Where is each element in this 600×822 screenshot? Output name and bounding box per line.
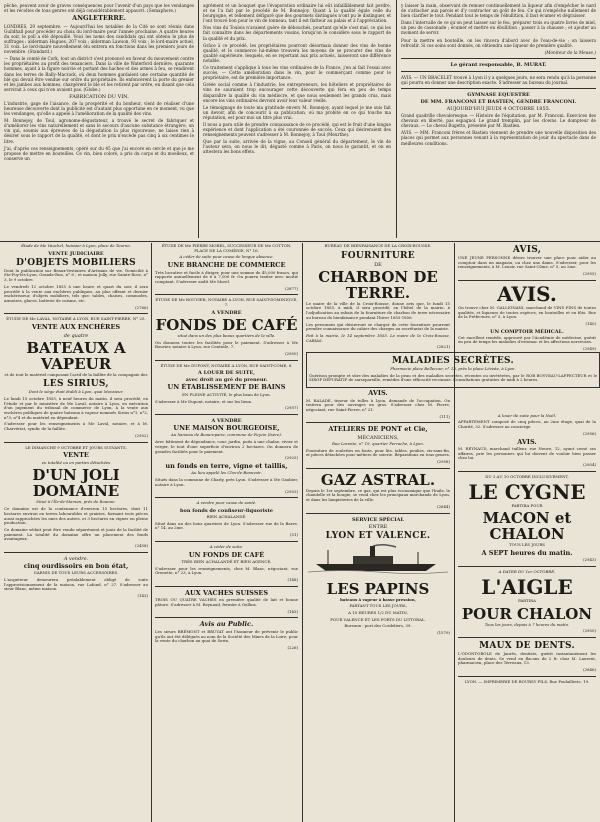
ad-title: FOURNITURE bbox=[341, 250, 415, 261]
gymnase-subtitle: DE MM. FRANCONI ET BASTIEN, GENDRE FRANCONI. bbox=[420, 99, 577, 106]
top-middle-column bbox=[203, 3, 391, 239]
ad-title: D'UN JOLI DOMAINE bbox=[32, 466, 120, 501]
divider bbox=[155, 414, 298, 415]
ad-reference: (2943) bbox=[583, 557, 596, 563]
column-rule bbox=[151, 243, 152, 822]
ad-title: LYON ET VALENCE. bbox=[325, 530, 431, 541]
ad-reference: (2925) bbox=[285, 455, 298, 461]
divider bbox=[4, 313, 148, 314]
ad-title: LES PAPINS bbox=[326, 579, 430, 598]
ad-reference: (143) bbox=[287, 608, 298, 614]
etude-header: ÉTUDE DE Me DUPONT, NOTAIRE A LYON, RUE SAINT-COME, 8. bbox=[160, 362, 293, 368]
divider bbox=[155, 294, 298, 295]
gymnase-date: AUJOURD'HUI JEUDI 4 OCTOBRE 1855. bbox=[446, 106, 551, 113]
ad-paragraph: Guérison prompte et sûre des maladies de la peau et des maladies secrètes, récentes ou invétérées, par le ROB BOYVEAU-LAFFECTEUR et le SIROP DÉPURATIF de sarsepareille, remèdes d'une efficacité reconnue. Consultations gratuites de midi à 2 heures. bbox=[309, 372, 597, 383]
ad-title: ATELIERS DE PONT et Cie, bbox=[328, 425, 428, 434]
etude-header: ÉTUDE DE Me LAVAL, NOTAIRE A LYON, RUE SAINT-PIERRE, N° 25. bbox=[6, 316, 146, 322]
ad-title: MAUX DE DENTS. bbox=[479, 640, 575, 651]
column-rule bbox=[198, 0, 199, 238]
section-title: FABRICATION DU VIN. bbox=[69, 93, 129, 100]
gymnase-title: GYMNASE EQUESTRE bbox=[467, 92, 530, 99]
divider bbox=[4, 442, 148, 443]
ad-paragraph: On trouve chez M. GALLIGNANI, marchand de VINS FINS de toutes qualités, et liqueurs de toutes espèces, en bouteilles et en fûts. Rue de la Préfecture, n° 5, à Lyon. bbox=[458, 304, 596, 320]
ad-paragraph: TROIS OU QUATRE VACHES en première qualité de lait et bonne pâture. S'adresser à M. Reynaud, fermier à Oullins. bbox=[155, 597, 298, 608]
ad-subheading: POUR VALENCE ET LES PORTS DU LITTORAL. bbox=[330, 616, 426, 622]
ad-paragraph: S'adresser pour les renseignements à Me Laval, notaire, et à M. Charvériat, syndic de la faillite. bbox=[4, 421, 148, 432]
ad-reference: (2958) bbox=[437, 459, 450, 465]
ad-subheading: TOUS LES JOURS bbox=[509, 542, 545, 548]
ad-reference: (2954) bbox=[583, 462, 596, 468]
ad-title: BATEAUX A VAPEUR bbox=[26, 338, 126, 373]
ad-date: A DATER DU 1er OCTOBRE, bbox=[498, 569, 556, 575]
ad-paragraph: L'ODONTOBOLE de Jaurès, dentiste, guérit instantanément les douleurs de dents. Se vend en flacons de 2 fr. chez M. Laurent, pharmacien, place des Terreaux, 13. bbox=[458, 650, 596, 666]
ads-column-4 bbox=[458, 244, 596, 820]
ad-reference: (2952) bbox=[135, 432, 148, 438]
ad-paragraph: Ce domaine séduit peut être vendu séparément et jouir de la facilité de paiement. La totalité du domaine offre un placement des fonds avantageux. bbox=[4, 526, 148, 542]
ad-paragraph: Avec bâtiment de dépendance, cour, jardin, puits à une chaîne, vivier et verger, le tout d'une superficie d'environ 2 hectares. On donnera de grandes facilités pour le paiement. bbox=[155, 439, 298, 454]
article-paragraph: pêche, peuvent avoir de graves conséquences pour l'avenir d'un pays que les vendanges et les récoltes de tous genres ont déjà considérablement appauvri. (Semaphore.) bbox=[4, 3, 194, 14]
ad-paragraph: M. REYNAUD, marchand tailleur, rue Neuve, 12, ayant cessé ses affaires, prie les personnes qui lui doivent de vouloir bien passer chez lui. bbox=[458, 446, 596, 461]
ad-heading: SERVICE SPÉCIAL bbox=[351, 516, 405, 523]
ad-heading: UN COMPTOIR MÉDICAL. bbox=[490, 328, 564, 335]
column-rule bbox=[396, 0, 397, 238]
ad-subheading: Pharmacie place Bellecour, n° 13, près la place Léviste, à Lyon. bbox=[390, 366, 516, 372]
ad-subheading: Au hameau de Beaurepaire, commune de Feyzin (Isère). bbox=[170, 432, 283, 438]
ad-subheading: en totalité ou en parties détachées bbox=[41, 459, 111, 465]
ad-title: UNE BRANCHE DE COMMERCE bbox=[167, 261, 286, 270]
ad-title: D'OBJETS MOBILIERS bbox=[16, 257, 136, 268]
ads-column-1 bbox=[4, 244, 148, 820]
ad-title: cinq ourdissoirs en bon état, bbox=[23, 561, 129, 570]
ad-title: bon fonds de confiseur-liquoriste bbox=[180, 507, 273, 514]
ad-subheading: GARNIS DE TOUS LEURS ACCESSOIRES. bbox=[33, 570, 119, 576]
ad-heading: VENTE AUX ENCHÈRES bbox=[31, 323, 121, 332]
ad-paragraph: Situés dans la commune de Charly, près Lyon. S'adresser à Me Gaubier, notaire à Lyon. bbox=[155, 477, 298, 487]
ad-paragraph: Depuis le 1er septembre, ce gaz, qui est plus économique que l'huile, la chandelle et la bougie, se vend chez les principaux marchands de Lyon, et dans les lampisteries de la ville. bbox=[306, 487, 450, 503]
ad-paragraph: Les personnes qui désireront se charger de cette fourniture pourront prendre connaissance du cahier des charges au secrétariat de la mairie. bbox=[306, 321, 450, 332]
ad-subheading: A 10 HEURES 1/2 DU MATIN, bbox=[348, 609, 408, 615]
ad-paragraph: Le vendredi 12 octobre 1855 à une heure et quart du soir, il sera procédé à la vente aux enchères publiques, au plus offrant et dernier enchérisseur, d'objets mobiliers, tels que: tables, chaises, commodes, armoires, glaces, batterie de cuisine, etc. bbox=[4, 283, 148, 303]
article-paragraph: Que par la suite, arrivée de la vigne, au Conseil général du département, le vin de l'auteur sera, on nous le dit, dégusté comme à Paris, on nous le garantit, et on en attestera les bons effets. bbox=[203, 139, 391, 155]
ad-title: CHARBON DE TERRE. bbox=[318, 267, 438, 302]
ads-column-2 bbox=[155, 244, 298, 820]
ad-subheading: MÉCANICIENS, bbox=[357, 434, 399, 441]
steamboat-illustration bbox=[306, 544, 450, 574]
ad-heading: A VENDRE bbox=[211, 417, 242, 424]
ad-title: AVIS. bbox=[517, 437, 537, 446]
divider bbox=[458, 676, 596, 677]
ad-subheading: bateaux à vapeur à basse pression, bbox=[340, 596, 416, 602]
ad-subheading: Dont le siège était établi à Lyon, quai Monsieur. bbox=[28, 389, 124, 395]
article-paragraph: L'industrie, gage de l'aisance, de la prospérité et du bonheur, vient de réaliser d'une heureuse découverte dont la publicité est d'autant plus opportune en ce moment, vu que les vendanges, qu'elle a appelé à l'amélioration de la qualité des vins. bbox=[4, 100, 194, 117]
ad-title: UN FONDS DE CAFÉ bbox=[188, 550, 265, 559]
column-rule bbox=[454, 243, 455, 822]
ad-reference: (2458) bbox=[135, 543, 148, 549]
ad-subheading: avec droit au gré du preneur. bbox=[185, 377, 268, 384]
ad-heading: A LOUER DE SUITE, bbox=[197, 370, 256, 377]
ad-paragraph: Les sieurs BRÉMONT et BRUYAT ont l'honneur de prévenir le public qu'ils ont été délégués au nom de la Société des Mines de la Loire, pour la vente du charbon au quai de Serin. bbox=[155, 628, 298, 644]
ad-paragraph: Ce domaine est de la contenance d'environ 15 hectares, dont 11 hectares environ en terres labourables et prairies, formant trois pièces aussi rapprochées les unes des autres, et 3 hectares en vignes en pleine production. bbox=[4, 506, 148, 526]
section-rule bbox=[0, 241, 600, 242]
divider bbox=[155, 360, 298, 361]
ad-reference: (2957) bbox=[285, 405, 298, 411]
ad-subheading: PARTIRA POUR bbox=[511, 502, 543, 508]
ad-heading: A vendre. bbox=[63, 555, 89, 562]
ad-subheading: BIEN ACHALANDÉ. bbox=[206, 513, 247, 519]
ad-reference: (2786) bbox=[135, 304, 148, 310]
ad-paragraph: Cet excellent remède, approuvé par l'Académie de médecine, guérit en peu de temps les maladies d'estomac et les affections nerveuses. bbox=[458, 334, 596, 345]
ad-title: un fonds en terre, vigne et taillis, bbox=[165, 461, 288, 470]
article-paragraph: J'ai, d'après ces renseignements, opéré sur du 45 que j'ai encore en cercle et que je me propose de mettre en bouteilles. Ce vin, bien coloré, a pris du corps et du moelleux, et conserve un bbox=[4, 145, 194, 161]
ad-title: AVIS. bbox=[368, 389, 388, 398]
ad-title: AUX VACHES SUISSES bbox=[184, 588, 269, 597]
maladies-box-spacer bbox=[458, 354, 596, 414]
ad-heading: A VENDRE bbox=[211, 309, 242, 316]
printer-imprint: LYON. — IMPRIMERIE DE BOURSY FILS, Rue Poulaillerie, 19. bbox=[464, 678, 590, 684]
ad-paragraph: Le lundi 15 octobre 1855, à neuf heures du matin, il sera procédé, en l'étude et par le ministère de Me Laval, notaire à Lyon, en exécution d'un jugement du tribunal de commerce de Lyon, à la vente aux enchères publiques de quatre bateaux à vapeur nommés Sirius n°1, n°2, n°3, n°4 et du matériel en dépendant. bbox=[4, 395, 148, 420]
ad-title: UNE MAISON BOURGEOISE, bbox=[173, 423, 280, 432]
ad-title: UN ÉTABLISSEMENT DE BAINS bbox=[167, 383, 286, 392]
article-paragraph: Nos vins du Toulois n'avaient guère de débouchés, pourtant qu'elle s'est mal, ce qui les fait connaître dans les départements voisins, lorsqu'on le considère sous le rapport de la qualité et du prix. bbox=[203, 25, 391, 41]
ad-paragraph: S'adresser à Me Dupont, notaire, et sur les lieux. bbox=[155, 398, 252, 404]
ad-reference: (111) bbox=[439, 413, 450, 419]
ad-reference: (2846) bbox=[583, 667, 596, 673]
ad-reference: (51) bbox=[290, 532, 298, 538]
divider bbox=[401, 58, 596, 59]
ad-title: LES SIRIUS, bbox=[43, 379, 109, 390]
column-rule bbox=[302, 243, 303, 822]
article-paragraph: Grâce à ce procédé, les propriétaires pourront désormais donner des vins de bonne qualité, et le commerce lui-même trouvera les moyens de se procurer des vins de qualité supérieure, lesquels, en se reportant aux prix actuels, laisseront une différence notable. bbox=[203, 42, 391, 63]
article-paragraph: Ce traitement s'applique à tous les vins ordinaires de la France, j'en ai fait l'essai avec succès. — Cette amélioration dans le vin, pour le commerçant comme pour le propriétaire, est de première importance. bbox=[203, 65, 391, 81]
divider bbox=[4, 552, 148, 553]
divider bbox=[155, 617, 298, 618]
notice-paragraph: AVIS. — UN BRACELET trouvé à Lyon il y a quelques jours, ne sera rendu qu'à la personne qui pourra en donner une description exacte. S'adresser au bureau du journal. bbox=[401, 74, 596, 85]
ad-title: MACON et CHALON bbox=[482, 509, 572, 544]
ad-reference: (2955) bbox=[583, 271, 596, 277]
divider bbox=[401, 88, 596, 89]
ad-title: MALADIES SECRÈTES. bbox=[392, 356, 514, 367]
divider bbox=[155, 541, 298, 542]
bureau-header: BUREAU DE BIENFAISANCE DE LA CROIX-ROUSSE. bbox=[324, 243, 432, 248]
ad-title: LE CYGNE bbox=[468, 479, 586, 504]
etude-header: Étude de Me Vauchel, huissier à Lyon, place de Tourne. bbox=[21, 243, 131, 248]
ad-title: AVIS. bbox=[497, 281, 557, 306]
ad-reference: (2821) bbox=[437, 344, 450, 350]
ad-paragraph: Fourniture de roulettes en fonte, pour lits, tables, poulies, vis-sans-fin, et pièces détachées pour métiers de soierie. Réparations en tous genres. bbox=[306, 447, 450, 458]
ad-subheading: situé dans un des plus beaux quartiers de la ville. bbox=[177, 332, 276, 338]
top-right-column bbox=[401, 3, 596, 239]
ad-reference: (2949) bbox=[583, 346, 596, 352]
ad-title: POUR CHALON bbox=[461, 604, 593, 623]
ad-reference: (1579) bbox=[437, 630, 450, 636]
article-paragraph: Il nous a paru utile de prendre connaissance de ce procédé, qui est le fruit d'une longue expérience et dont l'application a été couronnée de succès. Ceux qui désireraient des renseignements peuvent s'adresser à M. Bonnejoy, à Toul (Meurthe). bbox=[203, 121, 391, 138]
gymnase-note: AVIS. — MM. Franconi frères et Bastien viennent de prendre une nouvelle disposition des places qui permet aux personnes venant à la représentation de jouir du spectacle dans de meilleures conditions. bbox=[401, 130, 596, 146]
ad-reference: (226) bbox=[287, 645, 298, 651]
ad-heading: A céder de suite. bbox=[209, 543, 244, 549]
divider bbox=[155, 586, 298, 587]
ad-address: Rue Lorente, n° 19, quartier Perrache, à Lyon. bbox=[331, 440, 424, 446]
ad-subheading: Situé à l'Île-de-Marsan, près de Roanne. bbox=[36, 499, 116, 505]
ad-reference: (2844) bbox=[437, 503, 450, 509]
ad-title: Avis au Public. bbox=[199, 620, 254, 629]
ad-title: GAZ ASTRAL. bbox=[320, 470, 436, 489]
ad-subheading: PARTIRA bbox=[518, 597, 536, 603]
divider bbox=[458, 566, 596, 567]
ad-subheading: de quatre bbox=[63, 332, 89, 339]
divider bbox=[306, 513, 450, 514]
top-left-column bbox=[4, 3, 194, 239]
ad-paragraph: Le maire de la ville de la Croix-Rousse, donne avis que, le lundi 15 octobre 1855, à midi, il sera procédé, en l'hôtel de la mairie, à l'adjudication au rabais de la fourniture de charbon de terre nécessaire au bureau de bienfaisance pendant l'hiver 1855-1856. bbox=[306, 300, 450, 320]
ad-paragraph: Dont la publication sur Beaux-Vestiaires d'Artisans de vie. Domicilié à Ste-Foy-lès-Lyon, Grande-Rue, n° 8 ; et maison Jolly, rue Sainte-Rose, n° 3, le 9 octobre. bbox=[4, 267, 148, 283]
ad-reference: (148) bbox=[287, 577, 298, 583]
ad-paragraph: APPARTEMENT composé de cinq pièces, au 2me étage, quai de la Charité, 32. S'adresser au concierge. bbox=[458, 419, 596, 430]
ad-heading: A louer de suite pour la Noël, bbox=[497, 412, 557, 418]
gerant-line: Le gérant responsable, B. MURAT. bbox=[450, 61, 547, 68]
ad-reference: (2956) bbox=[583, 430, 596, 436]
ad-address: Bureaux : port des Cordeliers, 39. bbox=[344, 623, 412, 629]
section-title: ANGLETERRE. bbox=[72, 14, 126, 23]
source-signature: (Moniteur de la Meuse.) bbox=[544, 49, 596, 55]
ad-paragraph: L'acquéreur demeurera préalablement obligé de suite l'approvisionnement de la maison, rue Lafond, n° 27. S'adresser au sieur Blanc, même maison. bbox=[4, 577, 148, 592]
ad-subheading: ENTRE bbox=[368, 523, 388, 530]
divider bbox=[401, 71, 596, 72]
ad-subheading: A SEPT heures du matin. bbox=[481, 548, 573, 557]
ad-subheading: et de tout le matériel composant l'actif de la faillite de la compagnie des bbox=[4, 371, 148, 377]
ad-heading: VENTE bbox=[63, 451, 89, 460]
divider bbox=[155, 497, 298, 498]
divider bbox=[458, 280, 596, 281]
etude-header: ÉTUDE DE Me BOUVIER, NOTAIRE A LYON, RUE SAINT-DOMINIQUE, 7. bbox=[155, 297, 298, 308]
ad-title: FONDS DE CAFÉ bbox=[155, 315, 298, 334]
ad-reference: (2953) bbox=[285, 488, 298, 494]
ad-paragraph: Situé dans un des bons quartiers de Lyon. S'adresser rue de la Barre, n° 14, au 2me. bbox=[155, 520, 298, 531]
ad-paragraph: Très lucrative et facile à diriger, pour une somme de 45,000 francs, qui rapporte annuellement de 6 à 7,000 fr. On pourra traiter avec moitié comptant. S'adresser audit Me Morel. bbox=[155, 269, 298, 285]
article-paragraph: Gréée social comme à l'industrie, les entrepreneurs, les hôteliers et propriétaires de vins ne sauraient trop encourager cette découverte qui fera en peu de temps disparaître la qualité du vin médiocre, et que nous seulement les grands crus, mais encore les vins ordinaires devront avoir leur valeur réelle. bbox=[203, 82, 391, 103]
ad-paragraph: S'adresser pour les renseignements, chez M. Blanc, négociant, rue Grenette, n° 23, à Lyon. bbox=[155, 565, 298, 576]
article-paragraph: agrément et un bouquet que l'évaporation ordinaire lui eût infailliblement fait perdre, et ne l'a fait par le procédé de M. Bonnejoy. Quant à la qualité égale celle du bourgogne, et tellement défiguré que des gourmets distingués n'ont pu le distinguer, et l'ont trouvé bon pour le vin de tonneau, tant il est flatteur au palais et à l'appréciation. bbox=[203, 3, 391, 24]
article-paragraph: — Dans le comté de Cork, tout un district s'est prononcé en faveur du mouvement contre les propriétaires au profit des tenanciers. Dans la ville de Waterford dernière, quarante hommes, ayant à la figure noircie et portant des haches et des armes à feu, se rendirent dans les terres de Bally-Macrack, où deux hommes gardaient une certaine quantité de blé qui devait être vendue sur ordre du propriétaire. Ils enfoncèrent la porte du grenier et les jambes aux hommes, chargèrent le blé et les retirent par ordre, en disant que cela servirait à ceux qui n'en avaient pas. (Globe.) bbox=[4, 56, 194, 92]
ad-reference: (2877) bbox=[285, 285, 298, 291]
ad-subheading: Au lieu appelé les Clos-de-Beauvoir. bbox=[191, 470, 262, 476]
ad-subheading: PARTANT TOUS LES JOURS, bbox=[349, 603, 407, 609]
divider bbox=[458, 471, 596, 472]
ad-paragraph: M. BALADE, tisseur de tulles à Lyon, demande de l'occupation. On traitera pour des ouvrages en gros. S'adresser chez M. Pierre, négociant, rue Saint-Pierre, n° 21. bbox=[306, 397, 450, 413]
ad-paragraph: UNE JEUNE PERSONNE désire trouver une place pour aider au comptoir dans un magasin, ou chez une dame. S'adresser, pour les renseignements, à M. Lenoir, rue Saint-Côme, n° 5, au 2me. bbox=[458, 255, 596, 270]
ad-date: DU 3 AU 10 OCTOBRE INCLUSIVEMENT, bbox=[485, 473, 569, 479]
ad-subheading: EN PLEINE ACTIVITÉ, le plus beau de Lyon. bbox=[182, 391, 271, 397]
ad-title: L'AIGLE bbox=[481, 574, 573, 599]
article-paragraph: M. Bonnejoy, de Toul, agronome-dégustateur, a trouvé le secret de fabriquer et d'améliorer les vins naturellement et sans le secours d'aucune substance étrangère, un vin qui, soumis aux épreuves de la dégustation la plus rigoureuse, ne laisse rien à désirer sous le rapport de la qualité, et dont le prix n'excède pas cinq à six centimes le litre. bbox=[4, 118, 194, 144]
ad-heading: A vendre pour cause de santé. bbox=[196, 500, 257, 506]
ad-reference: (2950) bbox=[285, 350, 298, 356]
article-paragraph: Dans l'intervalle de ce qu'on peut laisser sur le feu, préparer trois ou quatre livres de miel, un peu de cassonade ; écumer et mettre en ébullition ; passer à la chausse ; et ajouter au moment de servir. bbox=[401, 20, 596, 36]
divider bbox=[306, 422, 450, 423]
ad-subheading: DE bbox=[374, 261, 382, 268]
ad-title: AVIS, bbox=[512, 245, 542, 255]
article-paragraph: LONDRES, 29 septembre. — Aujourd'hui les notables de la Cité se sont réunis dans Guildhall pour procéder au choix du lord-maire pour l'année prochaine. A quatre heures du soir, le poll a été dépouillé. Voici les noms des candidats qui ont obtenu le plus de suffrages : alderman Hugues, 207 voix ; alderman Lawson, 93 voix ; le lord-maire actuel, 31 voix. Le lord-maire nouvellement élu entrera en fonctions dans les premiers jours de novembre. (Standard.) bbox=[4, 23, 194, 55]
ad-subheading: Tous les jours, depuis à 7 heures du matin. bbox=[484, 621, 570, 627]
article-paragraph: y laisser la main, observant de remuer continuellement la liqueur afin d'empêcher le nard de s'attacher aux parois et d'y contracter un goût de feu. Ce qui n'empêche nullement de bien clarifier le tout. Pendant tout le temps de l'ébullition, il faut écumer et dégraisser. bbox=[401, 3, 596, 19]
ad-paragraph: On donnera toutes les facilités pour le paiement. S'adresser à Me Bouvier, notaire à Lyon, rue Centrale, 7. bbox=[155, 339, 298, 350]
ad-signature: Fait à la mairie, le 14 septembre 1855. Le maire de la Croix-Rousse, CABIAS. bbox=[306, 332, 450, 343]
divider bbox=[306, 468, 450, 469]
ad-date: LE DIMANCHE 9 OCTOBRE ET JOURS SUIVANTS. bbox=[25, 444, 127, 450]
ad-reference: (140) bbox=[585, 320, 596, 326]
ad-heading: A céder de suite pour cause de longue absence. bbox=[179, 254, 274, 260]
ad-subheading: TRÈS BIEN ACHALANDÉ ET BIEN AGENCÉ, bbox=[181, 559, 272, 564]
ad-reference: (143) bbox=[137, 593, 148, 599]
etude-header: ÉTUDE DE Me PIERRE MOREL, SUCCESSEUR DE Me COTTON, PLACE DE LA COMÉDIE, N° 16. bbox=[161, 243, 292, 253]
ad-heading: VENTE JUDICIAIRE bbox=[48, 250, 104, 257]
article-paragraph: Le témoignage de toute ma gratitude envers M. Bonnejoy, ayant lequel je me suis fait un devoir, afin de concourir à sa publication, où ma probité en ce qui touche ma réputation, est pour moi un titre plus vrai. bbox=[203, 104, 391, 120]
divider bbox=[458, 637, 596, 638]
article-paragraph: Pour la mettre en bouteille, on les rincera d'abord avec de l'eau-de-vie ; on laissera refroidir. Si ces soins sont donnés, on obtiendra une liqueur de première qualité. bbox=[401, 37, 596, 48]
ad-reference: (2950) bbox=[583, 628, 596, 634]
gymnase-program: Grand quadrille chevaleresque. — Histoire de l'équitation, par M. Franconi. Exercices des chevaux en liberté, pas espagnol. Le grand tremplin, par les clowns. Le dompteur de chevaux. — Le cheval Bugetto, présenté par M. Bastien. bbox=[401, 113, 596, 129]
